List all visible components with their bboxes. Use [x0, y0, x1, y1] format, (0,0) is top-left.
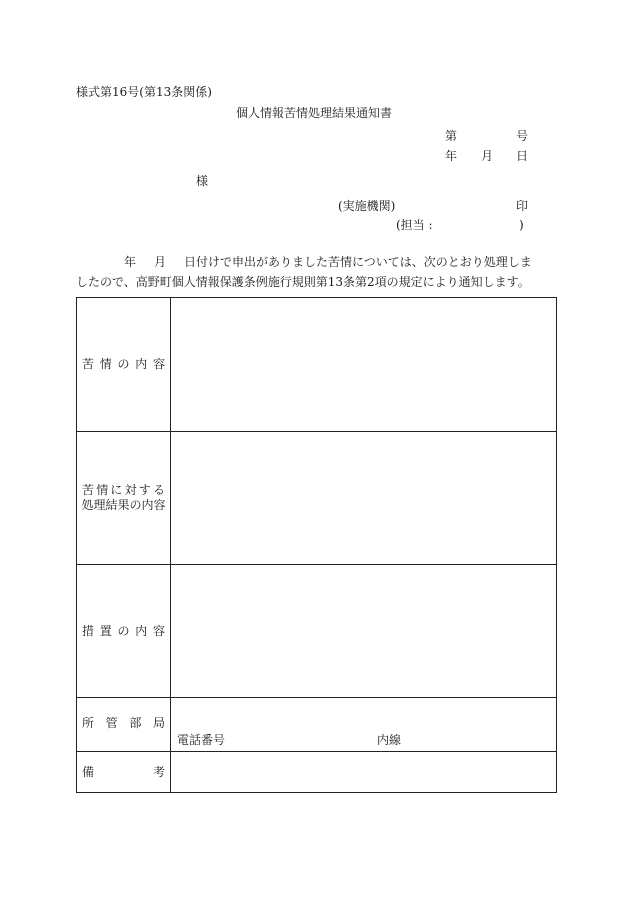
agency-label: (実施機関) — [338, 199, 396, 213]
contact-open: (担当 : — [396, 218, 433, 232]
table-row — [77, 432, 557, 565]
date-month: 月 — [481, 149, 494, 163]
number-prefix: 第 — [445, 129, 458, 143]
seal-mark: 印 — [516, 199, 529, 213]
processing-result-label: 苦 情 に 対 す る 処理結果の内容 — [81, 483, 166, 512]
processing-result-cell — [171, 432, 557, 565]
table-row — [77, 752, 557, 793]
department-label: 所 管 部 局 — [82, 716, 165, 730]
body-paragraph — [76, 252, 556, 292]
table-row — [77, 698, 557, 752]
addressee-suffix: 様 — [196, 174, 209, 188]
phone-number-label: 電話番号 — [177, 733, 226, 747]
body-year: 年 — [124, 255, 137, 269]
form-number: 様式第16号(第13条関係) — [76, 85, 212, 99]
remarks-label: 備 考 — [82, 764, 165, 779]
body-month: 月 — [154, 255, 167, 269]
date-year: 年 — [445, 149, 458, 163]
measures-content-cell — [171, 565, 557, 698]
number-suffix: 号 — [516, 129, 529, 143]
body-line2: したので、高野町個人情報保護条例施行規則第13条第2項の規定により通知します。 — [76, 275, 530, 289]
date-day: 日 — [516, 149, 529, 163]
body-line1: 日付けで申出がありました苦情については、次のとおり処理しま — [184, 255, 532, 269]
complaint-content-cell — [171, 298, 557, 432]
measures-content-label: 措 置 の 内 容 — [82, 623, 165, 638]
table-row — [77, 565, 557, 698]
extension-label: 内線 — [377, 733, 402, 747]
contact-close: ) — [519, 218, 524, 232]
document-title: 個人情報苦情処理結果通知書 — [236, 106, 393, 120]
notice-table — [76, 297, 557, 793]
department-cell — [171, 698, 557, 752]
complaint-content-label: 苦 情 の 内 容 — [82, 357, 165, 371]
remarks-cell — [171, 752, 557, 793]
table-row — [77, 298, 557, 432]
